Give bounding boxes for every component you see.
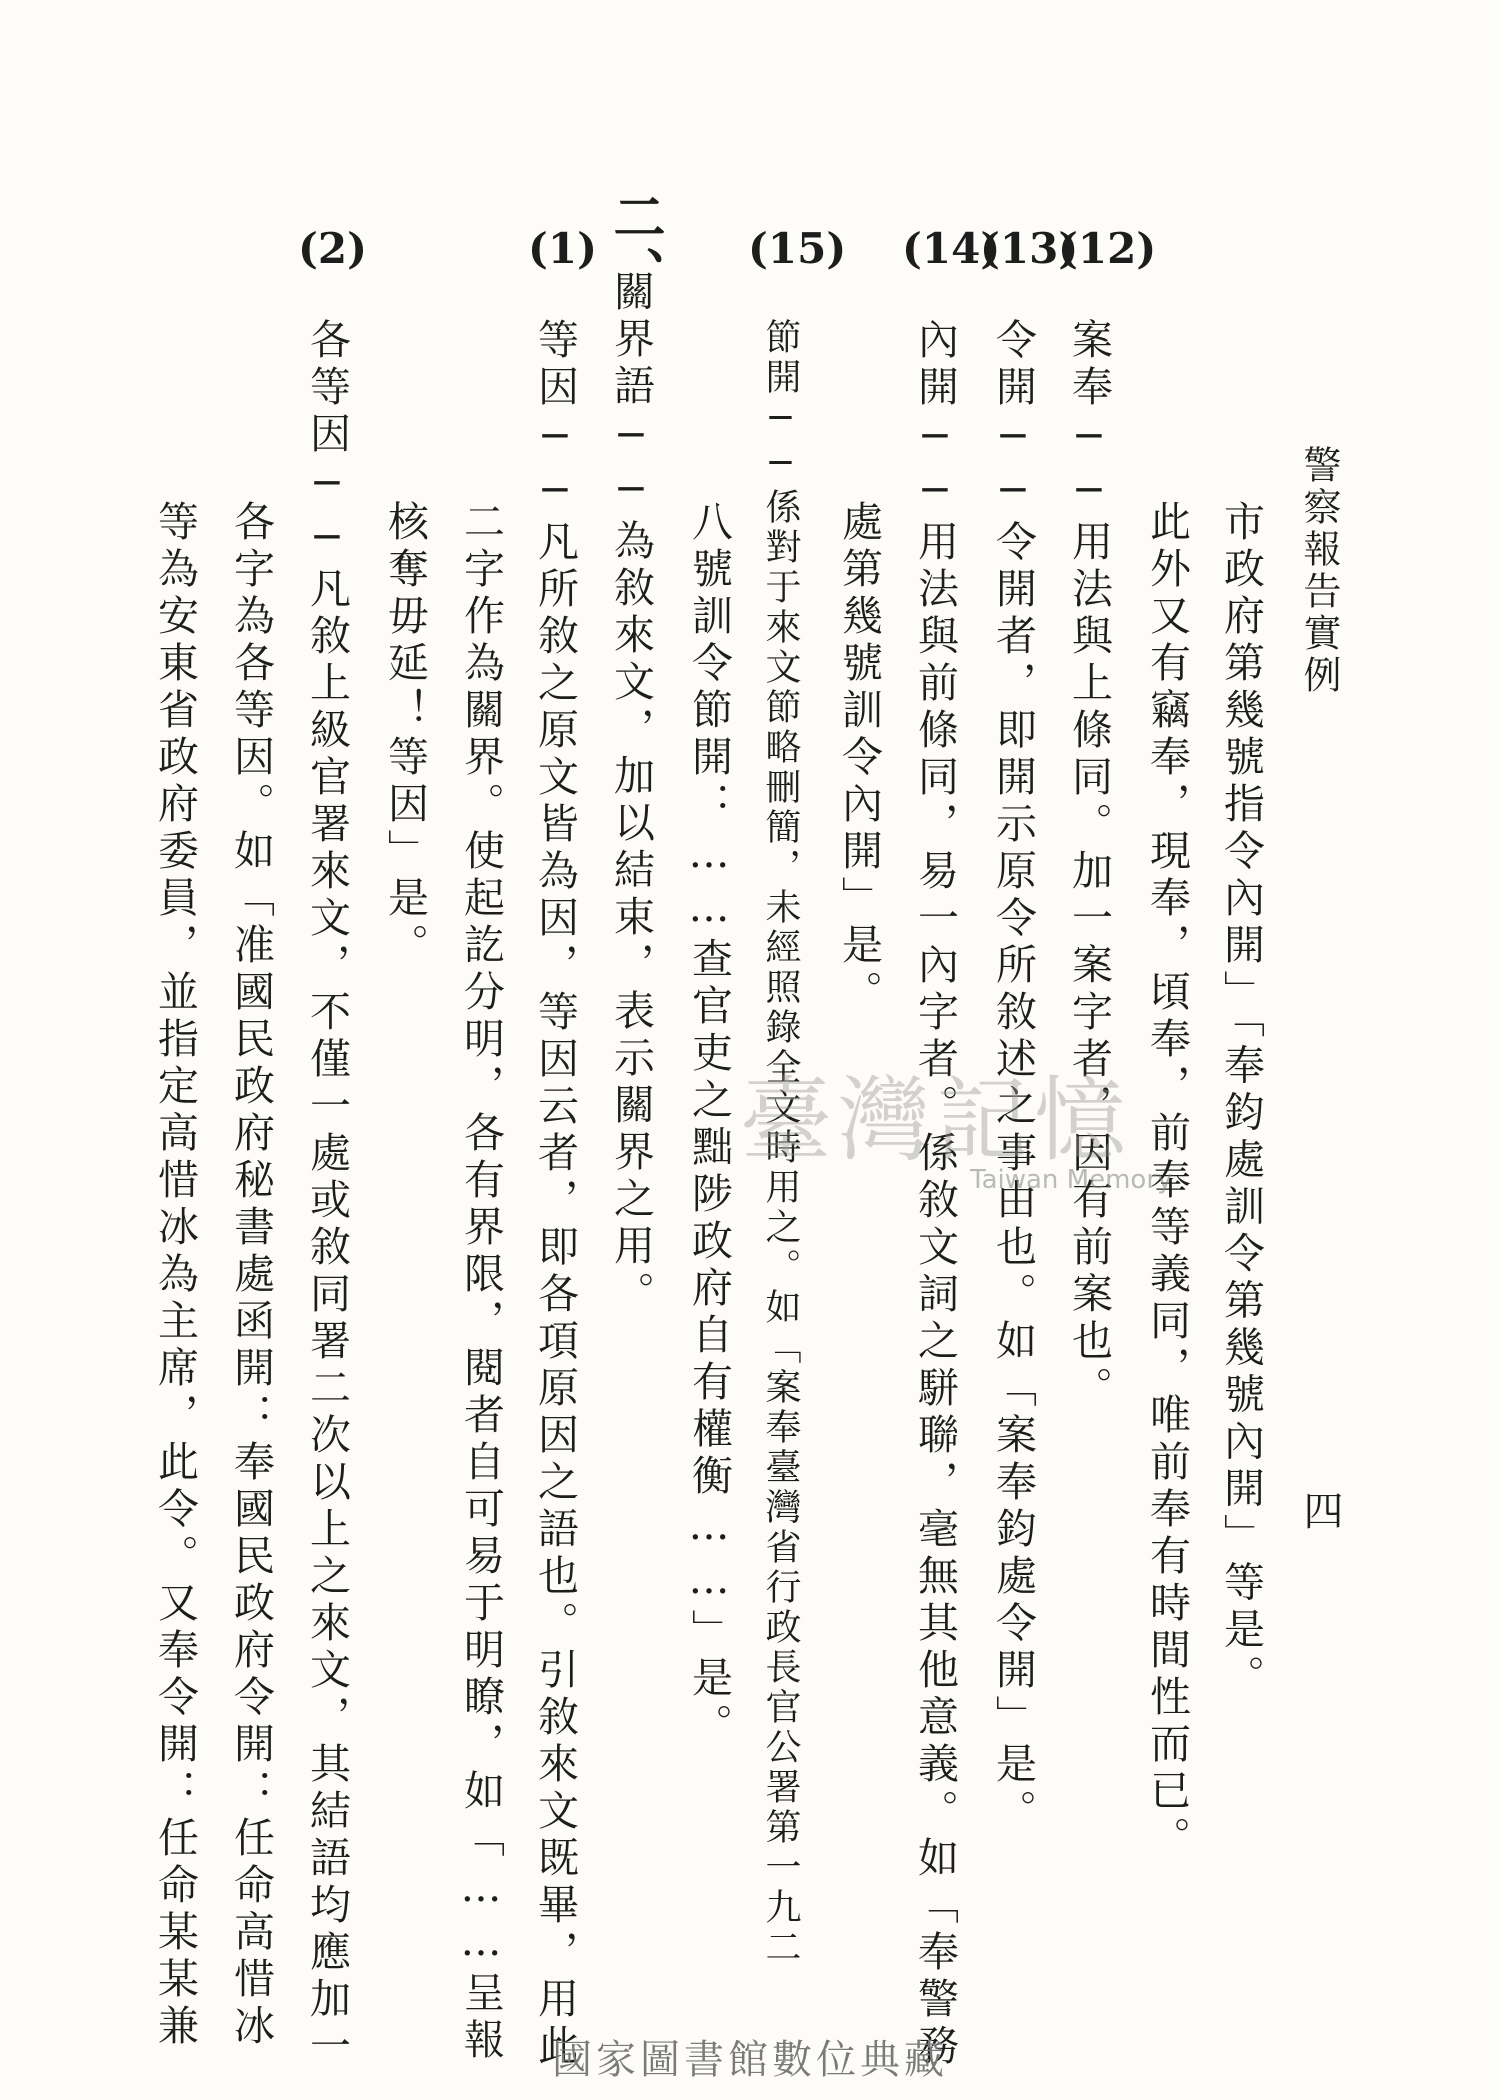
text-column-9: 關界語──為敘來文，加以結束，表示關界之用。 — [607, 270, 655, 1318]
text-column-13: 各等因──凡敘上級官署來文，不僅一處或敘同署二次以上之來文，其結語均應加一 — [303, 318, 351, 2071]
entry-marker-15: (15) — [748, 224, 847, 273]
text-column-15: 等為安東省政府委員，並指定高惜冰為主席，此令。又奉令開：任命某某兼 — [151, 500, 199, 2051]
watermark-chinese: 臺灣記憶 — [740, 1067, 1133, 1174]
running-header: 警察報告實例 — [1297, 445, 1341, 697]
text-column-10: 等因──凡所敘之原文皆為因，等因云者，即各項原因之語也。引敘來文既畢，用此 — [531, 318, 579, 2071]
text-column-5: 內開──用法與前條同，易一內字者。係敘文詞之駢聯，毫無其他意義。如「奉警務 — [911, 318, 959, 2071]
entry-marker-2: (2) — [298, 224, 367, 273]
entry-marker-13: (13) — [980, 224, 1079, 273]
text-column-3: 案奉──用法與上條同。加一案字者，因有前案也。 — [1065, 318, 1113, 1413]
text-column-14: 各字為各等因。如「准國民政府秘書處函開：奉國民政府令開：任命高惜冰 — [227, 500, 275, 2051]
entry-marker-14: (14) — [902, 224, 1001, 273]
watermark-english: Taiwan Memory — [970, 1165, 1173, 1195]
section-number: 二、 — [604, 190, 665, 302]
text-column-12: 核奪毋延！等因」是。 — [381, 500, 429, 970]
text-column-6: 處第幾號訓令內開」是。 — [835, 500, 883, 1017]
footer-credit: 國家圖書館數位典藏 — [552, 2037, 948, 2083]
text-column-2: 此外又有竊奉，現奉，頃奉，前奉等義同，唯前奉有時間性而已。 — [1143, 500, 1191, 1863]
text-column-11: 二字作為關界。使起訖分明，各有界限，閱者自可易于明瞭，如「……呈報 — [457, 500, 505, 2065]
text-column-4: 令開──令開者，即開示原令所敘述之事由也。如「案奉鈞處令開」是。 — [989, 318, 1037, 1836]
text-column-1: 市政府第幾號指令內開」「奉鈞處訓令第幾號內開」等是。 — [1217, 500, 1265, 1702]
text-column-7: 節開──係對于來文節略刪簡，未經照錄全文時用之。如「案奉臺灣省行政長官公署第一九二 — [760, 318, 801, 1968]
text-column-8: 八號訓令節開：……查官吏之黜陟政府自有權衡……」是。 — [685, 500, 733, 1750]
entry-marker-1: (1) — [528, 224, 597, 273]
entry-marker-12: (12) — [1058, 224, 1157, 273]
page-number: 四 — [1297, 1490, 1343, 1534]
